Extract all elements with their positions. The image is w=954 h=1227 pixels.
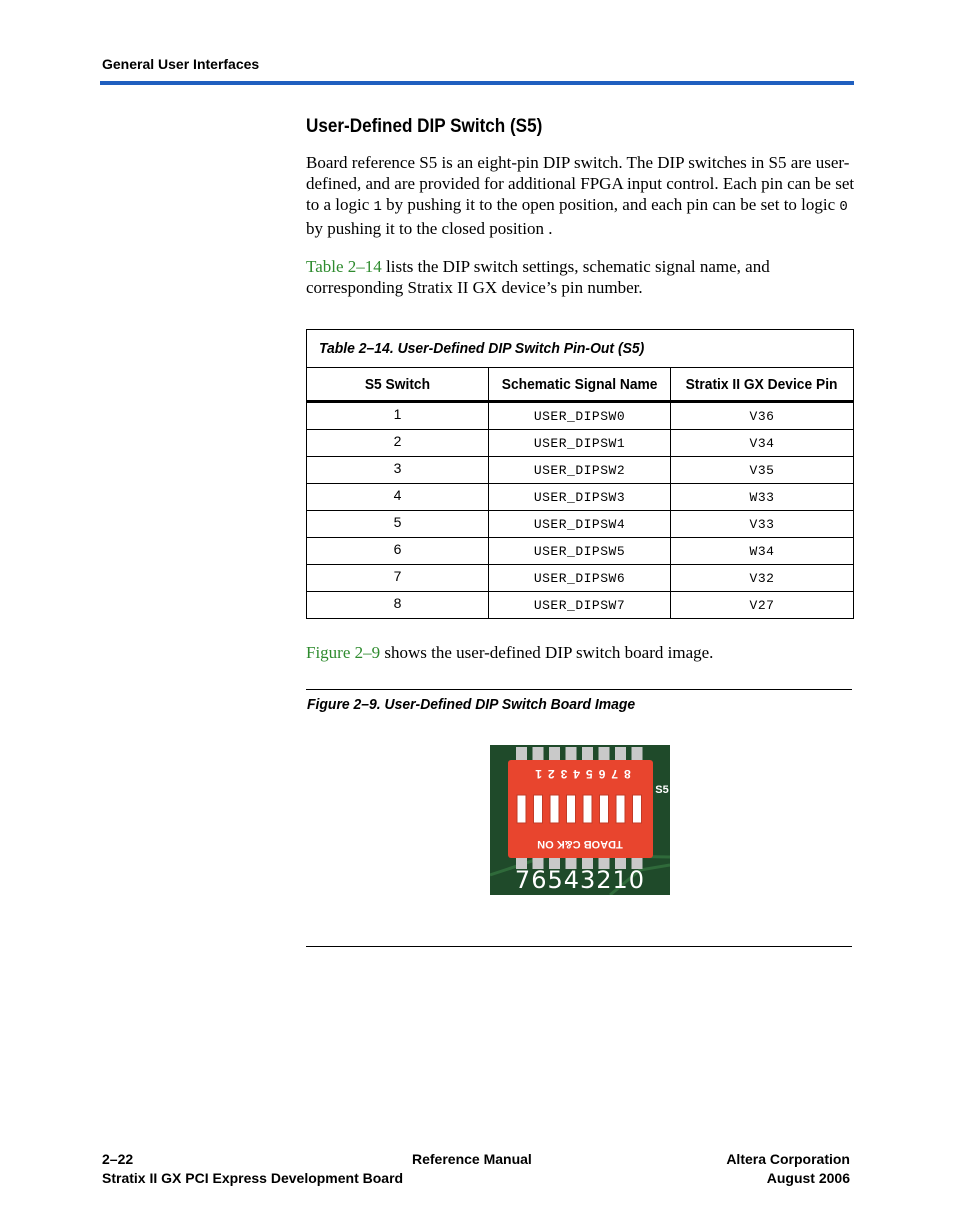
device-pin-cell: V35: [671, 457, 854, 484]
switch-number-cell: 6: [307, 538, 489, 565]
dip-switch-board-image: [490, 745, 670, 895]
intro-paragraph: [306, 152, 856, 239]
switch-toggle-slot: [534, 795, 543, 823]
table-link[interactable]: Table 2–14: [306, 257, 382, 276]
figure-link[interactable]: Figure 2–9: [306, 643, 381, 662]
switch-number-cell: 5: [307, 511, 489, 538]
logic-one-code: 1: [373, 199, 382, 215]
bottom-silkscreen-numbers: 76543210: [514, 866, 646, 894]
table-reference-paragraph: [306, 256, 856, 298]
signal-name-cell: USER_DIPSW2: [489, 457, 671, 484]
table-reference-text: lists the DIP switch settings, schematic signal name, and corresponding Stratix II GX device’s pin number.: [306, 257, 770, 297]
switch-brand-text: TDAOB C&K ON: [537, 838, 623, 850]
switch-toggle-slot: [616, 795, 625, 823]
logic-zero-code: 0: [839, 199, 848, 215]
signal-name-cell: USER_DIPSW1: [489, 430, 671, 457]
top-solder-pin: [632, 747, 643, 760]
footer-board-name: Stratix II GX PCI Express Development Board: [102, 1170, 404, 1186]
device-pin-cell: W33: [671, 484, 854, 511]
switch-toggle-slot: [517, 795, 526, 823]
table-row: [307, 565, 854, 592]
device-pin-cell: V33: [671, 511, 854, 538]
switch-number-cell: 7: [307, 565, 489, 592]
intro-text-1: Board reference S5 is an eight-pin DIP switch. The DIP switches in S5 are user-defined, and are provided for additional FPGA input control. Each pin can be set to a logic: [306, 153, 855, 214]
intro-text-2: by pushing it to the open position, and each pin can be set to logic: [381, 195, 840, 214]
footer-manual-title: Reference Manual: [412, 1151, 532, 1167]
switch-toggle-slot: [633, 795, 642, 823]
top-solder-pin: [582, 747, 593, 760]
top-solder-pin: [533, 747, 544, 760]
table-row: [307, 592, 854, 619]
column-header-switch: S5 Switch: [307, 368, 489, 402]
table-caption: Table 2–14. User-Defined DIP Switch Pin-Out (S5): [307, 330, 854, 368]
board-reference-label: S5: [655, 784, 669, 796]
signal-name-cell: USER_DIPSW4: [489, 511, 671, 538]
table-row: [307, 484, 854, 511]
switch-number-cell: 2: [307, 430, 489, 457]
signal-name-cell: USER_DIPSW3: [489, 484, 671, 511]
switch-toggle-slot: [550, 795, 559, 823]
top-solder-pin: [549, 747, 560, 760]
device-pin-cell: V36: [671, 402, 854, 430]
table-row: [307, 457, 854, 484]
top-solder-pin: [516, 747, 527, 760]
running-header: General User Interfaces: [102, 56, 260, 72]
table-row: [307, 430, 854, 457]
dip-switch-pinout-table: [306, 329, 854, 619]
header-rule: [100, 81, 854, 85]
figure-bottom-rule: [306, 946, 852, 947]
top-solder-pin: [566, 747, 577, 760]
footer-company: Altera Corporation: [726, 1151, 850, 1167]
section-title: User-Defined DIP Switch (S5): [306, 116, 543, 137]
switch-toggle-slot: [600, 795, 609, 823]
top-solder-pin: [615, 747, 626, 760]
signal-name-cell: USER_DIPSW0: [489, 402, 671, 430]
intro-text-3: by pushing it to the closed position .: [306, 219, 553, 238]
figure-top-rule: [306, 689, 852, 690]
device-pin-cell: V32: [671, 565, 854, 592]
switch-number-cell: 8: [307, 592, 489, 619]
figure-reference-paragraph: [306, 642, 856, 663]
footer-page-number: 2–22: [102, 1151, 134, 1167]
figure-caption: Figure 2–9. User-Defined DIP Switch Board Image: [307, 696, 636, 713]
table-row: [307, 511, 854, 538]
device-pin-cell: V34: [671, 430, 854, 457]
device-pin-cell: V27: [671, 592, 854, 619]
switch-number-cell: 3: [307, 457, 489, 484]
switch-number-cell: 4: [307, 484, 489, 511]
table-row: [307, 402, 854, 430]
device-pin-cell: W34: [671, 538, 854, 565]
signal-name-cell: USER_DIPSW7: [489, 592, 671, 619]
figure-reference-text: shows the user-defined DIP switch board image.: [380, 643, 714, 662]
switch-toggle-slot: [583, 795, 592, 823]
table-row: [307, 538, 854, 565]
column-header-pin: Stratix II GX Device Pin: [671, 368, 854, 402]
top-solder-pin: [599, 747, 610, 760]
column-header-signal: Schematic Signal Name: [489, 368, 671, 402]
signal-name-cell: USER_DIPSW6: [489, 565, 671, 592]
switch-number-cell: 1: [307, 402, 489, 430]
switch-toggle-slot: [567, 795, 576, 823]
footer-date: August 2006: [766, 1170, 850, 1186]
signal-name-cell: USER_DIPSW5: [489, 538, 671, 565]
top-switch-numbers: 87654321: [529, 767, 631, 781]
